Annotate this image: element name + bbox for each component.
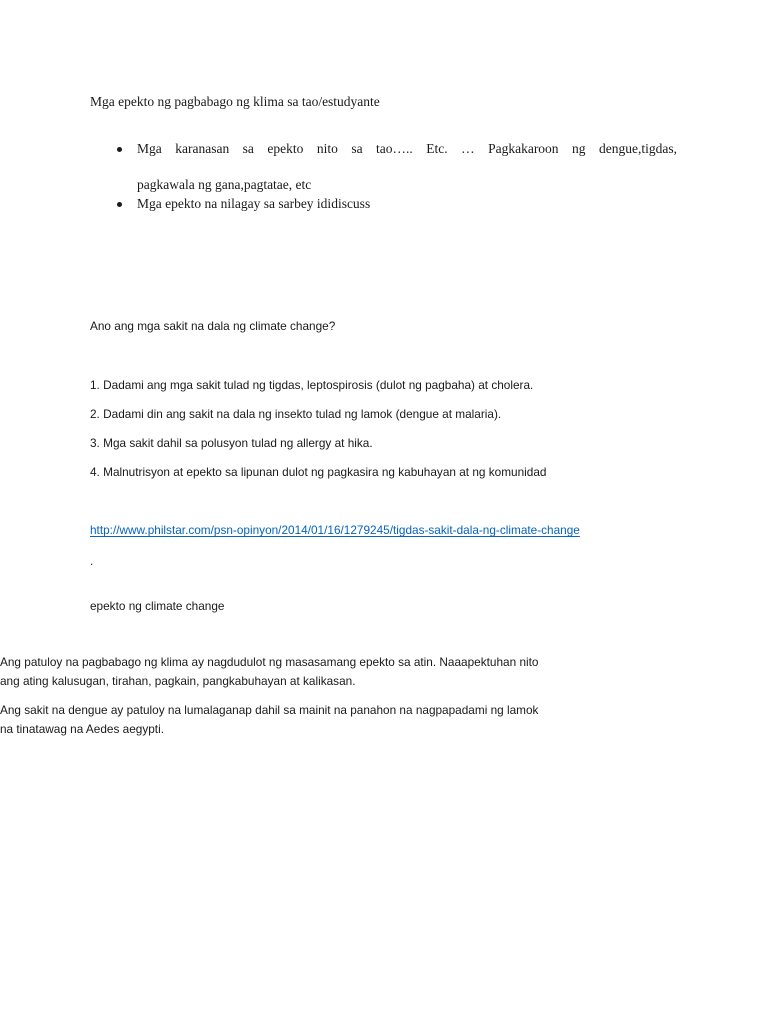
list-item: 1. Dadami ang mga sakit tulad ng tigdas, leptospirosis (dulot ng pagbaha) at cholera. <box>90 378 534 392</box>
list-item: 4. Malnutrisyon at epekto sa lipunan dulot ng pagkasira ng kabuhayan at ng komunidad <box>90 465 547 479</box>
paragraph-dengue-line1: Ang sakit na dengue ay patuloy na lumalaganap dahil sa mainit na panahon na nagpapadami ng lamok <box>0 703 539 717</box>
bullet-icon <box>117 147 122 152</box>
section-heading-klima: Mga epekto ng pagbabago ng klima sa tao/estudyante <box>90 94 380 109</box>
bullet-item-karanasan-line2: pagkawala ng gana,pagtatae, etc <box>137 177 312 192</box>
bullet-icon <box>117 202 122 207</box>
section-heading-epekto: epekto ng climate change <box>90 599 225 613</box>
paragraph-dengue-line2: na tinatawag na Aedes aegypti. <box>0 722 164 736</box>
question-heading: Ano ang mga sakit na dala ng climate change? <box>90 319 336 333</box>
source-link[interactable]: http://www.philstar.com/psn-opinyon/2014/01/16/1279245/tigdas-sakit-dala-ng-climate-change <box>90 523 580 537</box>
stray-period: . <box>90 554 94 568</box>
bullet-item-sarbey: Mga epekto na nilagay sa sarbey ididiscuss <box>137 196 371 211</box>
list-item: 3. Mga sakit dahil sa polusyon tulad ng allergy at hika. <box>90 436 373 450</box>
list-item: 2. Dadami din ang sakit na dala ng insekto tulad ng lamok (dengue at malaria). <box>90 407 502 421</box>
paragraph-klima-line1: Ang patuloy na pagbabago ng klima ay nagdudulot ng masasamang epekto sa atin. Naaapektuhan nito <box>0 655 539 669</box>
bullet-item-karanasan-line1: Mga karanasan sa epekto nito sa tao….. Etc. … Pagkakaroon ng dengue,tigdas, <box>137 141 677 156</box>
paragraph-klima-line2: ang ating kalusugan, tirahan, pagkain, pangkabuhayan at kalikasan. <box>0 674 356 688</box>
